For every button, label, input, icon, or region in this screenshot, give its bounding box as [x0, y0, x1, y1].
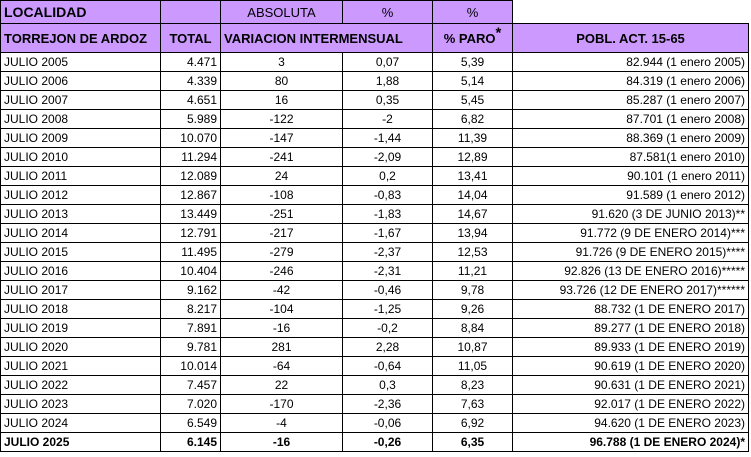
cell-variacion-porcentual[interactable]: -0,06: [343, 414, 433, 433]
table-body: [1, 1, 749, 452]
cell-poblacion-activa[interactable]: 94.620 (1 DE ENERO 2023): [513, 414, 749, 433]
table-row: [1, 414, 749, 433]
cell-poblacion-activa[interactable]: 90.101 (1 enero 2011): [513, 167, 749, 186]
cell-periodo[interactable]: JULIO 2022: [1, 376, 161, 395]
cell-poblacion-activa[interactable]: 91.726 (9 DE ENERO 2015)****: [513, 243, 749, 262]
table-row: [1, 300, 749, 319]
cell-poblacion-activa[interactable]: 88.369 (1 enero 2009): [513, 129, 749, 148]
header-empty-cell[interactable]: [161, 1, 221, 24]
cell-poblacion-activa[interactable]: 91.772 (9 DE ENERO 2014)***: [513, 224, 749, 243]
cell-variacion-absoluta[interactable]: -246: [221, 262, 343, 281]
table-row: [1, 110, 749, 129]
cell-poblacion-activa[interactable]: 88.732 (1 DE ENERO 2017): [513, 300, 749, 319]
cell-variacion-porcentual[interactable]: 2,28: [343, 338, 433, 357]
cell-periodo[interactable]: JULIO 2014: [1, 224, 161, 243]
header-municipio[interactable]: TORREJON DE ARDOZ: [1, 24, 161, 53]
header-localidad[interactable]: LOCALIDAD: [1, 1, 161, 24]
cell-porcentaje-paro[interactable]: 11,05: [433, 357, 513, 376]
cell-total[interactable]: 6.145: [161, 433, 221, 452]
cell-total[interactable]: 12.791: [161, 224, 221, 243]
cell-variacion-absoluta[interactable]: -16: [221, 319, 343, 338]
cell-porcentaje-paro[interactable]: 6,82: [433, 110, 513, 129]
cell-variacion-absoluta[interactable]: -64: [221, 357, 343, 376]
header-blank-cell: [513, 1, 749, 24]
cell-porcentaje-paro[interactable]: 5,14: [433, 72, 513, 91]
header-row-2: [1, 24, 749, 53]
cell-total[interactable]: 13.449: [161, 205, 221, 224]
cell-variacion-porcentual[interactable]: -1,67: [343, 224, 433, 243]
cell-variacion-porcentual[interactable]: -2,31: [343, 262, 433, 281]
cell-poblacion-activa[interactable]: 92.826 (13 DE ENERO 2016)*****: [513, 262, 749, 281]
cell-total[interactable]: 6.549: [161, 414, 221, 433]
cell-total[interactable]: 7.457: [161, 376, 221, 395]
cell-variacion-absoluta[interactable]: 24: [221, 167, 343, 186]
cell-total[interactable]: 5.989: [161, 110, 221, 129]
cell-poblacion-activa[interactable]: 92.017 (1 DE ENERO 2022): [513, 395, 749, 414]
cell-variacion-porcentual[interactable]: 0,3: [343, 376, 433, 395]
cell-variacion-absoluta[interactable]: -241: [221, 148, 343, 167]
table-row: [1, 376, 749, 395]
cell-periodo[interactable]: JULIO 2016: [1, 262, 161, 281]
header-paro[interactable]: [433, 24, 513, 53]
header-paro-asterisk: *: [495, 24, 502, 42]
cell-variacion-absoluta[interactable]: -251: [221, 205, 343, 224]
cell-variacion-porcentual[interactable]: 0,35: [343, 91, 433, 110]
cell-poblacion-activa[interactable]: 90.619 (1 DE ENERO 2020): [513, 357, 749, 376]
cell-porcentaje-paro[interactable]: 12,53: [433, 243, 513, 262]
cell-variacion-porcentual[interactable]: 1,88: [343, 72, 433, 91]
cell-poblacion-activa[interactable]: 93.726 (12 DE ENERO 2017)******: [513, 281, 749, 300]
cell-variacion-absoluta[interactable]: -170: [221, 395, 343, 414]
cell-porcentaje-paro[interactable]: 8,84: [433, 319, 513, 338]
cell-variacion-absoluta[interactable]: -42: [221, 281, 343, 300]
cell-variacion-porcentual[interactable]: -2: [343, 110, 433, 129]
cell-variacion-absoluta[interactable]: -147: [221, 129, 343, 148]
cell-porcentaje-paro[interactable]: 12,89: [433, 148, 513, 167]
header-variacion-intermensual[interactable]: VARIACION INTERMENSUAL: [221, 24, 433, 53]
cell-poblacion-activa[interactable]: 91.589 (1 enero 2012): [513, 186, 749, 205]
cell-poblacion-activa[interactable]: 85.287 (1 enero 2007): [513, 91, 749, 110]
cell-periodo[interactable]: JULIO 2010: [1, 148, 161, 167]
cell-periodo[interactable]: JULIO 2013: [1, 205, 161, 224]
cell-total[interactable]: 11.495: [161, 243, 221, 262]
cell-total[interactable]: 4.651: [161, 91, 221, 110]
table-row: [1, 338, 749, 357]
cell-periodo[interactable]: JULIO 2006: [1, 72, 161, 91]
cell-porcentaje-paro[interactable]: 13,94: [433, 224, 513, 243]
cell-variacion-porcentual[interactable]: -0,46: [343, 281, 433, 300]
cell-variacion-porcentual[interactable]: -0,2: [343, 319, 433, 338]
cell-periodo[interactable]: JULIO 2011: [1, 167, 161, 186]
cell-porcentaje-paro[interactable]: 13,41: [433, 167, 513, 186]
cell-periodo[interactable]: JULIO 2008: [1, 110, 161, 129]
cell-variacion-absoluta[interactable]: -16: [221, 433, 343, 452]
cell-total[interactable]: 7.891: [161, 319, 221, 338]
cell-periodo[interactable]: JULIO 2021: [1, 357, 161, 376]
cell-variacion-porcentual[interactable]: -2,09: [343, 148, 433, 167]
cell-periodo[interactable]: JULIO 2023: [1, 395, 161, 414]
header-absoluta[interactable]: ABSOLUTA: [221, 1, 343, 24]
cell-total[interactable]: 10.014: [161, 357, 221, 376]
cell-variacion-absoluta[interactable]: -4: [221, 414, 343, 433]
cell-total[interactable]: 9.162: [161, 281, 221, 300]
cell-total[interactable]: 11.294: [161, 148, 221, 167]
header-percent-paro[interactable]: %: [433, 1, 513, 24]
cell-variacion-porcentual[interactable]: -0,26: [343, 433, 433, 452]
table-row: [1, 243, 749, 262]
header-total[interactable]: TOTAL: [161, 24, 221, 53]
table-row: [1, 281, 749, 300]
cell-variacion-porcentual[interactable]: -0,64: [343, 357, 433, 376]
cell-poblacion-activa[interactable]: 90.631 (1 DE ENERO 2021): [513, 376, 749, 395]
cell-periodo[interactable]: JULIO 2009: [1, 129, 161, 148]
table-row: [1, 129, 749, 148]
table-row: [1, 319, 749, 338]
cell-total[interactable]: 12.089: [161, 167, 221, 186]
cell-periodo[interactable]: JULIO 2017: [1, 281, 161, 300]
cell-porcentaje-paro[interactable]: 5,45: [433, 91, 513, 110]
cell-porcentaje-paro[interactable]: 9,26: [433, 300, 513, 319]
cell-periodo[interactable]: JULIO 2012: [1, 186, 161, 205]
cell-porcentaje-paro[interactable]: 14,67: [433, 205, 513, 224]
table-row: [1, 224, 749, 243]
table-row: [1, 72, 749, 91]
cell-periodo[interactable]: JULIO 2018: [1, 300, 161, 319]
cell-periodo[interactable]: JULIO 2015: [1, 243, 161, 262]
cell-variacion-porcentual[interactable]: 0,2: [343, 167, 433, 186]
cell-periodo[interactable]: JULIO 2025: [1, 433, 161, 452]
cell-total[interactable]: 4.339: [161, 72, 221, 91]
cell-periodo[interactable]: JULIO 2020: [1, 338, 161, 357]
cell-total[interactable]: 4.471: [161, 53, 221, 72]
table-row: [1, 167, 749, 186]
cell-periodo[interactable]: JULIO 2005: [1, 53, 161, 72]
cell-porcentaje-paro[interactable]: 6,35: [433, 433, 513, 452]
cell-poblacion-activa[interactable]: 89.933 (1 DE ENERO 2019): [513, 338, 749, 357]
table-row: [1, 205, 749, 224]
cell-porcentaje-paro[interactable]: 9,78: [433, 281, 513, 300]
table-row: [1, 186, 749, 205]
table-row: [1, 91, 749, 110]
header-row-1: [1, 1, 749, 24]
header-percent-variation[interactable]: %: [343, 1, 433, 24]
cell-variacion-porcentual[interactable]: -2,37: [343, 243, 433, 262]
table-row: [1, 53, 749, 72]
cell-total[interactable]: 9.781: [161, 338, 221, 357]
cell-poblacion-activa[interactable]: 96.788 (1 DE ENERO 2024)*: [513, 433, 749, 452]
table-row: [1, 357, 749, 376]
cell-porcentaje-paro[interactable]: 11,21: [433, 262, 513, 281]
cell-poblacion-activa[interactable]: 91.620 (3 DE JUNIO 2013)**: [513, 205, 749, 224]
cell-porcentaje-paro[interactable]: 7,63: [433, 395, 513, 414]
cell-porcentaje-paro[interactable]: 6,92: [433, 414, 513, 433]
cell-variacion-absoluta[interactable]: 3: [221, 53, 343, 72]
table-row: [1, 262, 749, 281]
cell-variacion-absoluta[interactable]: -108: [221, 186, 343, 205]
table-row: [1, 395, 749, 414]
cell-total[interactable]: 10.404: [161, 262, 221, 281]
cell-variacion-absoluta[interactable]: 80: [221, 72, 343, 91]
table-row: [1, 148, 749, 167]
cell-variacion-porcentual[interactable]: 0,07: [343, 53, 433, 72]
cell-variacion-absoluta[interactable]: 281: [221, 338, 343, 357]
cell-porcentaje-paro[interactable]: 14,04: [433, 186, 513, 205]
cell-total[interactable]: 7.020: [161, 395, 221, 414]
cell-total[interactable]: 10.070: [161, 129, 221, 148]
cell-variacion-absoluta[interactable]: -217: [221, 224, 343, 243]
cell-variacion-absoluta[interactable]: 16: [221, 91, 343, 110]
cell-variacion-absoluta[interactable]: -122: [221, 110, 343, 129]
cell-periodo[interactable]: JULIO 2019: [1, 319, 161, 338]
cell-total[interactable]: 8.217: [161, 300, 221, 319]
table-row: [1, 433, 749, 452]
cell-poblacion-activa[interactable]: 87.581(1 enero 2010): [513, 148, 749, 167]
cell-periodo[interactable]: JULIO 2007: [1, 91, 161, 110]
cell-poblacion-activa[interactable]: 84.319 (1 enero 2006): [513, 72, 749, 91]
header-poblacion-activa[interactable]: POBL. ACT. 15-65: [513, 24, 749, 53]
cell-variacion-porcentual[interactable]: -1,44: [343, 129, 433, 148]
cell-variacion-absoluta[interactable]: 22: [221, 376, 343, 395]
cell-variacion-porcentual[interactable]: -2,36: [343, 395, 433, 414]
cell-poblacion-activa[interactable]: 87.701 (1 enero 2008): [513, 110, 749, 129]
cell-periodo[interactable]: JULIO 2024: [1, 414, 161, 433]
cell-poblacion-activa[interactable]: 82.944 (1 enero 2005): [513, 53, 749, 72]
cell-porcentaje-paro[interactable]: 10,87: [433, 338, 513, 357]
cell-porcentaje-paro[interactable]: 5,39: [433, 53, 513, 72]
cell-variacion-porcentual[interactable]: -0,83: [343, 186, 433, 205]
cell-variacion-absoluta[interactable]: -279: [221, 243, 343, 262]
cell-variacion-porcentual[interactable]: -1,25: [343, 300, 433, 319]
cell-poblacion-activa[interactable]: 89.277 (1 DE ENERO 2018): [513, 319, 749, 338]
cell-variacion-porcentual[interactable]: -1,83: [343, 205, 433, 224]
cell-porcentaje-paro[interactable]: 8,23: [433, 376, 513, 395]
cell-porcentaje-paro[interactable]: 11,39: [433, 129, 513, 148]
cell-total[interactable]: 12.867: [161, 186, 221, 205]
header-paro-label: % PARO: [443, 30, 496, 46]
cell-variacion-absoluta[interactable]: -104: [221, 300, 343, 319]
